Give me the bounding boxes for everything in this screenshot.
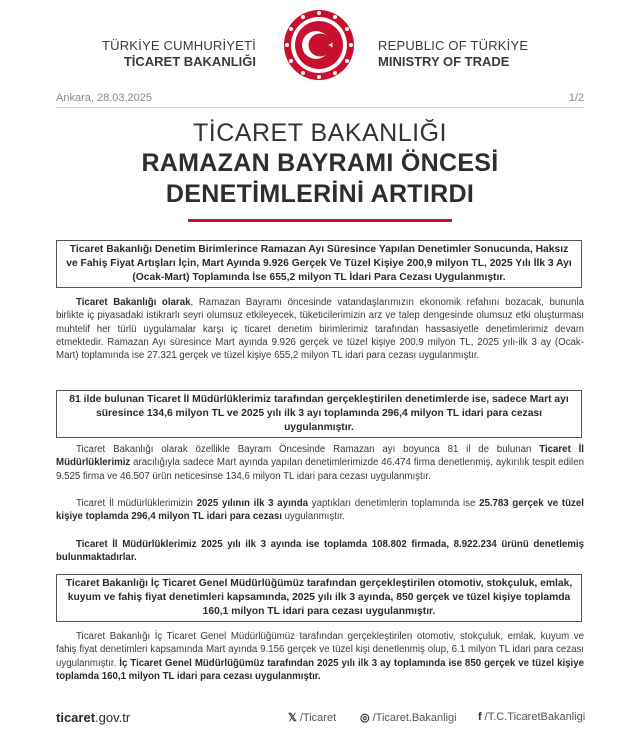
summary-box-2: 81 ilde bulunan Ticaret İl Müdürlüklerimiz tarafından gerçekleştirilen denetimlerde ise, sadece Mart ayı süresince 134,6 milyon TL ve 2025 yılı ilk 3 ayı toplamında 296,4 milyon TL idari para cezası uygulanmıştır.: [56, 390, 582, 438]
footer-website[interactable]: [56, 710, 130, 725]
ministry-name-english: [378, 38, 608, 70]
paragraph-2-c: aracılığıyla sadece Mart ayında yapılan denetimlerimizde 46.474 firma denetlenmiş, aykırılık tespit edilen 9.525 firma ve 46.507 ürün neticesinse 134,6 milyon TL idari para cezası uygulanmıştır.: [56, 457, 584, 482]
paragraph-1-text: , Ramazan Bayramı öncesinde vatandaşlarımızın ekonomik refahını bozacak, bununla birlikte iç piyasadaki istikrarlı seyri olumsuz etkileyecek, tüketicilerimizin arz ve talep dengesinde olumsuz etki oluşturması muhtelif her türlü uygulamalar karşı iç ticaret denetim birimlerimiz tarafından hassasiyetle denetimlerimiz devam etmektedir. Ramazan Ayı süresince Mart ayında 9.926 gerçek ve tüzel kişiye 200,9 milyon TL, 2025 yılı-ilk 3 ay (Ocak-Mart) toplamında ise 27.321 gerçek ve tüzel kişiye 655,2 milyon TL idari para cezası uygulanmıştır.: [56, 297, 584, 362]
footer-site-rest: .gov.tr: [95, 710, 131, 725]
letterhead: [0, 0, 640, 88]
footer-site-bold: ticaret: [56, 710, 96, 725]
paragraph-5-b: İç Ticaret Genel Müdürlüğümüz tarafından 2025 yılı ilk 3 ay toplamında ise 850 gerçek ve tüzel kişiye toplamda 160,1 milyon TL idari para cezası uygulanmıştır.: [56, 657, 585, 682]
title-line1: TİCARET BAKANLIĞI: [193, 119, 447, 147]
paragraph-1: [56, 296, 584, 362]
ministry-tr-line1: TÜRKİYE CUMHURİYETİ: [101, 38, 256, 53]
facebook-icon: f: [478, 711, 482, 723]
meta-divider: [56, 107, 584, 108]
press-title: [40, 118, 600, 210]
title-line3: DENETİMLERİNİ ARTIRDI: [165, 180, 475, 208]
facebook-handle: /T.C.TicaretBakanligi: [484, 711, 586, 723]
instagram-handle: /Ticaret.Bakanligi: [372, 712, 457, 724]
x-icon: 𝕏: [288, 712, 297, 724]
footer-x-link[interactable]: [288, 711, 336, 724]
summary-box-3: Ticaret Bakanlığı İç Ticaret Genel Müdürlüğümüz tarafından gerçekleştirilen otomotiv, stokçuluk, emlak, kuyum ve fahiş fiyat denetimleri kapsamında, 2025 yılı ilk 3 ayında, 850 gerçek ve tüzel kişiye toplamda 160,1 milyon TL idari para cezası uygulanmıştır.: [56, 574, 582, 622]
paragraph-5-a: Ticaret Bakanlığı İç Ticaret Genel Müdürlüğümüz tarafından gerçekleştirilen otomotiv, stokçuluk, emlak, kuyum ve fahiş fiyat denetimleri kapsamında Mart ayında 9.156 gerçek ve tüzel kişi denetlenmiş olup, 6.1 milyon TL idari para cezası uygulanmıştır.: [56, 631, 584, 669]
paragraph-2: [56, 443, 584, 483]
x-handle: /Ticaret: [299, 712, 337, 724]
ministry-name-turkish: [40, 38, 256, 70]
title-line2: RAMAZAN BAYRAMI ÖNCESİ: [141, 149, 499, 177]
ministry-tr-line2: TİCARET BAKANLIĞI: [123, 54, 256, 69]
paragraph-2-b: Ticaret İl Müdürlüklerimiz: [56, 444, 585, 469]
paragraph-3-d: 25.783 gerçek ve tüzel kişiye toplamda 296,4 milyon TL idari para cezası: [56, 498, 584, 523]
paragraph-3: [56, 497, 584, 524]
ministry-emblem-icon: [282, 8, 356, 82]
document-date: Ankara, 28.03.2025: [56, 92, 153, 104]
instagram-icon: ◎: [360, 712, 370, 724]
paragraph-5: [56, 630, 584, 683]
footer-facebook-link[interactable]: [478, 711, 585, 723]
page-number: 1/2: [568, 92, 584, 104]
paragraph-3-e: uygulanmıştır.: [281, 511, 345, 523]
paragraph-3-a: Ticaret İl müdürlüklerimizin: [76, 498, 197, 509]
paragraph-4: Ticaret İl Müdürlüklerimiz 2025 yılı ilk 3 ayında ise toplamda 108.802 firmada, 8.922.234 ürünü denetlemiş bulunmaktadırlar.: [56, 539, 584, 564]
paragraph-1-bold: Ticaret Bakanlığı olarak: [76, 297, 191, 308]
title-underline: [188, 219, 452, 222]
ministry-en-line1: REPUBLIC OF TÜRKİYE: [378, 38, 529, 53]
paragraph-2-a: Ticaret Bakanlığı olarak özellikle Bayram Öncesinde Ramazan ayı boyunca 81 il de bulunan: [76, 444, 540, 455]
paragraph-3-c: yaptıkları denetimlerin toplamında ise: [308, 498, 480, 509]
ministry-en-line2: MINISTRY OF TRADE: [378, 54, 510, 69]
footer-instagram-link[interactable]: [360, 711, 457, 724]
paragraph-3-b: 2025 yılının ilk 3 ayında: [196, 498, 308, 509]
summary-box-1: Ticaret Bakanlığı Denetim Birimlerince Ramazan Ayı Süresince Yapılan Denetimler Sonucunda, Haksız ve Fahiş Fiyat Artışları İçin, Mart Ayında 9.926 Gerçek Ve Tüzel Kişiye 200,9 milyon TL, 2025 Yılı İlk 3 Ayı (Ocak-Mart) Toplamında İse 655,2 milyon TL İdari Para Cezası Uygulanmıştır.: [56, 240, 582, 288]
